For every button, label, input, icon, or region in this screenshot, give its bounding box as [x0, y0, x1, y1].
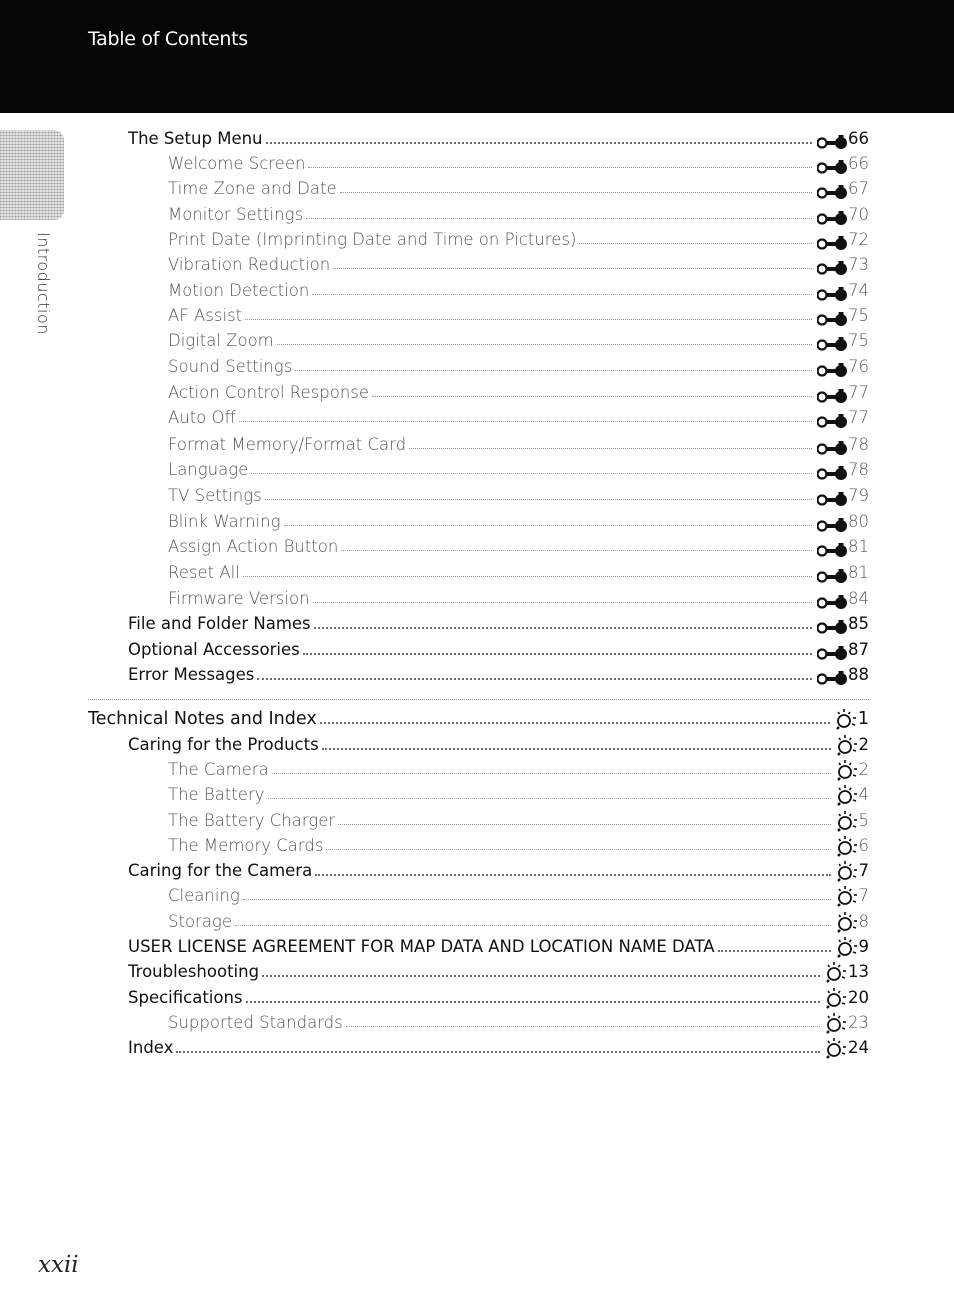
toc-entry-page: 81	[848, 537, 869, 556]
toc-entry[interactable]	[168, 229, 869, 251]
toc-entry-page: 67	[848, 179, 869, 198]
section-divider	[88, 699, 869, 700]
toc-entry-title: Optional Accessories	[128, 640, 300, 659]
technical-notes-icon	[836, 759, 858, 781]
reference-section-icon	[817, 645, 847, 661]
reference-section-icon	[817, 134, 847, 150]
dot-leader	[333, 267, 812, 269]
dot-leader	[303, 652, 812, 655]
toc-entry-page: 76	[848, 357, 869, 376]
toc-entry-title: Error Messages	[128, 665, 255, 684]
toc-entry-page: 85	[848, 614, 869, 633]
toc-entry[interactable]	[168, 588, 869, 610]
dot-leader	[312, 293, 812, 295]
dot-leader	[277, 343, 812, 345]
toc-entry-page: 72	[848, 230, 869, 249]
toc-entry-page: 2	[858, 735, 869, 754]
toc-entry-title: Format Memory/Format Card	[168, 435, 407, 454]
toc-entry-page: 79	[848, 486, 869, 505]
dot-leader	[266, 141, 812, 144]
reference-section-icon	[817, 413, 847, 429]
toc-entry-page: 73	[848, 255, 869, 274]
toc-entry-title: Monitor Settings	[168, 205, 304, 224]
reference-section-icon	[817, 184, 847, 200]
toc-entry-page: 75	[848, 331, 869, 350]
toc-entry-page: 6	[858, 836, 869, 855]
toc-entry-title: The Battery	[168, 785, 265, 804]
section-tab	[0, 130, 64, 220]
reference-section-icon	[817, 542, 847, 558]
dot-leader	[272, 772, 831, 774]
toc-entry-title: Action Control Response	[168, 383, 370, 402]
toc-entry-title: The Memory Cards	[168, 836, 324, 855]
toc-entry-page: 80	[848, 512, 869, 531]
toc-entry[interactable]	[168, 536, 869, 558]
dot-leader	[313, 601, 812, 603]
toc-entry-page: 13	[848, 962, 869, 981]
toc-entry[interactable]	[168, 835, 869, 857]
toc-entry-title: Motion Detection	[168, 281, 310, 300]
technical-notes-icon	[825, 961, 847, 983]
dot-leader	[235, 924, 831, 926]
toc-entry-page: 7	[858, 886, 869, 905]
reference-section-icon	[817, 159, 847, 175]
dot-leader	[245, 318, 812, 320]
toc-entry[interactable]	[168, 434, 869, 456]
reference-section-icon	[817, 670, 847, 686]
toc-entry-page: 1	[857, 709, 869, 729]
dot-leader	[268, 797, 831, 799]
section-tab-label: Introduction	[34, 232, 53, 335]
dot-leader	[308, 166, 812, 168]
dot-leader	[295, 369, 812, 371]
dot-leader	[346, 1025, 820, 1027]
reference-section-icon	[817, 286, 847, 302]
toc-entry[interactable]	[128, 936, 869, 958]
toc-entry-title: Time Zone and Date	[168, 179, 337, 198]
dot-leader	[239, 420, 812, 422]
dot-leader	[251, 472, 812, 474]
dot-leader	[314, 626, 812, 629]
toc-entry-title: Auto Off	[168, 408, 236, 427]
toc-entry-title: Caring for the Products	[128, 735, 319, 754]
toc-entry-title: AF Assist	[168, 306, 243, 325]
toc-entry[interactable]	[168, 280, 869, 302]
technical-notes-icon	[825, 1037, 847, 1059]
dot-leader	[315, 873, 830, 876]
toc-entry-page: 77	[848, 383, 869, 402]
toc-entry-title: Reset All	[168, 563, 240, 582]
toc-entry-title: TV Settings	[168, 486, 262, 505]
technical-notes-icon	[835, 708, 857, 730]
reference-section-icon	[817, 491, 847, 507]
dot-leader	[320, 721, 830, 724]
toc-entry[interactable]	[168, 356, 869, 378]
toc-entry-title: Welcome Screen	[168, 154, 306, 173]
toc-entry-title: The Camera	[168, 760, 269, 779]
toc-entry-title: Blink Warning	[168, 512, 281, 531]
toc-entry-page: 9	[858, 937, 869, 956]
toc-entry[interactable]	[168, 784, 869, 806]
technical-notes-icon	[836, 860, 858, 882]
toc-entry-page: 4	[858, 785, 869, 804]
toc-entry-title: Language	[168, 460, 249, 479]
dot-leader	[326, 848, 830, 850]
reference-section-icon	[817, 619, 847, 635]
toc-entry-title: Firmware Version	[168, 589, 310, 608]
toc-entry[interactable]	[128, 1037, 869, 1059]
toc-entry-page: 2	[858, 760, 869, 779]
toc-entry[interactable]	[168, 759, 869, 781]
toc-entry-title: Sound Settings	[168, 357, 293, 376]
toc-entry-title: Technical Notes and Index	[88, 709, 317, 729]
dot-leader	[246, 1000, 820, 1003]
reference-section-icon	[817, 336, 847, 352]
page-number: xxii	[38, 1252, 79, 1278]
toc-entry[interactable]	[168, 330, 869, 352]
toc-entry-page: 66	[848, 154, 869, 173]
toc-entry-title: Specifications	[128, 988, 243, 1007]
toc-entry-title: Index	[128, 1038, 174, 1057]
toc-entry[interactable]	[168, 459, 869, 481]
dot-leader	[257, 677, 812, 680]
technical-notes-icon	[825, 1012, 847, 1034]
toc-entry-page: 78	[848, 435, 869, 454]
dot-leader	[409, 447, 812, 449]
toc-entry[interactable]	[168, 911, 869, 933]
dot-leader	[243, 898, 831, 900]
toc-entry-title: File and Folder Names	[128, 614, 311, 633]
toc-entry[interactable]	[168, 407, 869, 429]
dot-leader	[176, 1050, 820, 1053]
toc-entry-page: 87	[848, 640, 869, 659]
toc-entry[interactable]	[168, 382, 869, 404]
dot-leader	[341, 549, 812, 551]
technical-notes-icon	[836, 911, 858, 933]
toc-entry[interactable]	[88, 708, 869, 730]
toc-entry[interactable]	[168, 204, 869, 226]
toc-entry-page: 7	[858, 861, 869, 880]
toc-entry[interactable]	[168, 254, 869, 276]
reference-section-icon	[817, 311, 847, 327]
toc-entry[interactable]	[168, 178, 869, 200]
dot-leader	[338, 823, 830, 825]
reference-section-icon	[817, 517, 847, 533]
toc-entry-title: The Setup Menu	[128, 129, 263, 148]
header-bar	[0, 0, 954, 113]
toc-entry-title: Supported Standards	[168, 1013, 343, 1032]
technical-notes-icon	[836, 734, 858, 756]
reference-section-icon	[817, 594, 847, 610]
toc-entry[interactable]	[128, 860, 869, 882]
dot-leader	[265, 498, 812, 500]
reference-section-icon	[817, 362, 847, 378]
dot-leader	[306, 217, 812, 219]
toc-entry-page: 84	[848, 589, 869, 608]
reference-section-icon	[817, 260, 847, 276]
toc-entry[interactable]	[168, 1012, 869, 1034]
dot-leader	[372, 395, 812, 397]
toc-entry[interactable]	[168, 810, 869, 832]
dot-leader	[579, 242, 812, 244]
toc-entry[interactable]	[128, 128, 869, 150]
toc-entry-title: Vibration Reduction	[168, 255, 331, 274]
toc-entry[interactable]	[168, 562, 869, 584]
dot-leader	[718, 949, 831, 952]
toc-entry[interactable]	[128, 639, 869, 661]
toc-entry-title: Troubleshooting	[128, 962, 260, 981]
toc-entry-page: 66	[848, 129, 869, 148]
toc-entry-page: 23	[848, 1013, 869, 1032]
technical-notes-icon	[836, 936, 858, 958]
toc-entry-page: 81	[848, 563, 869, 582]
reference-section-icon	[817, 465, 847, 481]
technical-notes-icon	[836, 885, 858, 907]
dot-leader	[284, 524, 813, 526]
toc-entry-page: 5	[858, 811, 869, 830]
toc-entry-title: USER LICENSE AGREEMENT FOR MAP DATA AND LOCATION NAME DATA	[128, 937, 715, 956]
toc-entry-page: 8	[858, 912, 869, 931]
toc-entry-title: Digital Zoom	[168, 331, 274, 350]
toc-entry[interactable]	[168, 153, 869, 175]
toc-entry-page: 75	[848, 306, 869, 325]
reference-section-icon	[817, 440, 847, 456]
toc-entry[interactable]	[128, 664, 869, 686]
toc-entry[interactable]	[168, 885, 869, 907]
toc-entry[interactable]	[128, 613, 869, 635]
reference-section-icon	[817, 388, 847, 404]
technical-notes-icon	[825, 987, 847, 1009]
dot-leader	[340, 191, 812, 193]
toc-entry-title: Storage	[168, 912, 232, 931]
toc-entry-page: 88	[848, 665, 869, 684]
technical-notes-icon	[836, 784, 858, 806]
reference-section-icon	[817, 210, 847, 226]
technical-notes-icon	[836, 835, 858, 857]
dot-leader	[243, 575, 812, 577]
toc-entry[interactable]	[128, 961, 869, 983]
toc-entry-title: The Battery Charger	[168, 811, 336, 830]
toc-entry-page: 74	[848, 281, 869, 300]
toc-entry[interactable]	[168, 485, 869, 507]
page-title: Table of Contents	[88, 28, 248, 50]
toc-entry-title: Caring for the Camera	[128, 861, 313, 880]
toc-entry-title: Print Date (Imprinting Date and Time on Pictures)	[168, 230, 577, 249]
toc-entry-page: 78	[848, 460, 869, 479]
reference-section-icon	[817, 235, 847, 251]
toc-entry[interactable]	[128, 734, 869, 756]
toc-entry-page: 70	[848, 205, 869, 224]
toc-entry-title: Assign Action Button	[168, 537, 339, 556]
toc-entry-page: 20	[848, 988, 869, 1007]
toc-entry-title: Cleaning	[168, 886, 240, 905]
dot-leader	[322, 747, 831, 750]
technical-notes-icon	[836, 810, 858, 832]
toc-entry-page: 24	[848, 1038, 869, 1057]
toc-entry[interactable]	[128, 987, 869, 1009]
toc-entry-page: 77	[848, 408, 869, 427]
toc-entry[interactable]	[168, 305, 869, 327]
reference-section-icon	[817, 568, 847, 584]
toc-entry[interactable]	[168, 511, 869, 533]
dot-leader	[262, 974, 820, 977]
